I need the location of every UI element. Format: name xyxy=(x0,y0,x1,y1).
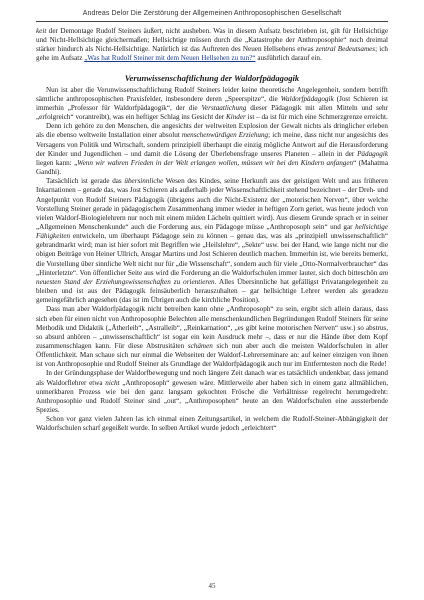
text-run: ; ich gehe im Aufsatz xyxy=(36,45,388,63)
paragraph-6 xyxy=(36,415,388,433)
section-title: Verunwissenschaftlichung der Waldorfpädagogik xyxy=(124,72,300,83)
emphasis: nicht xyxy=(105,378,120,387)
emphasis: hellsichtige Fähigkeiten xyxy=(36,222,388,241)
emphasis: Wenn wir wahren Frieden in der Welt erlangen wollen, müssen wir bei den Kindern anfangen xyxy=(77,158,354,167)
paragraph-3 xyxy=(36,177,388,305)
text-run: ; ich meine, dass nicht nur angesichts des Versagens von Politik und Wirtschaft, sondern prinzipiell überhaupt die einzig mögliche Antwort auf die Herausforderung der Kinder und Jugendlichen – und damit die Lösung der Überlebensfrage unseres Planeten – allein in der xyxy=(36,131,388,158)
text-run: Tatsächlich ist gerade das xyxy=(46,177,125,186)
emphasis: schämen xyxy=(187,342,213,350)
paragraph-intro xyxy=(36,27,388,64)
text-run: ausführlich darauf ein. xyxy=(255,54,322,63)
running-head: Andreas Delor Die Zerstörung der Allgemeinen Anthroposophischen Gesellschaft xyxy=(82,10,342,17)
text-run: der Demontage Rudolf Steiners äußert, nicht ausheben. Was in diesem Aufsatz beschrieben ist, gilt für Hellsichtige und Nicht-Hellsichtige gleichermaßen; Hellsichtige müssen durch die „Katastrophe der Anthroposophie“ noch dreimal stärker hindurch als Nicht-Hellsichtige. Natürlich ist das Auftreten des Neuen Hellsehens etwas xyxy=(36,27,388,54)
page-number: 45 xyxy=(208,582,216,590)
text-run: Wesen des Kindes, seine Herkunft aus der geistigen Welt und aus früheren Inkarnationen – gerade das, was Jost Schieren als außerhalb jeder Wissenschaftlichkeit stehend bezeichnet – der Dreh- und Angelpunkt von Rudolf Steiners Pädagogik (übrigens auch die Nicht-Existenz der „motorischen Nerven“, über welche Vorstellung Steiner gerade in pädagogischem Zusammenhang immer wieder in heftigen Zorn geriet, was heute jedoch von vielen Waldorf-Biologielehrern nur noch mit einem müden Lächeln quittiert wird). Aus diesem Grunde sprach er in seiner „Allgemeinen Menschenkunde“ auch die Forderung aus, ein Pädagoge müsse „Anthroposoph sein“ und gar xyxy=(36,177,389,231)
text-run: In der Gründungsphase der Waldorfbewegung und noch längere Zeit danach war es tatsächlich undenkbar, dass jemand als Waldorflehrer etwa xyxy=(36,369,388,387)
emphasis: am neuesten Stand der Erziehungswissenschaften zu orientieren xyxy=(36,268,388,286)
article-link[interactable]: „Was hat Rudolf Steiner mit dem Neuen Hellsehen zu tun?“ xyxy=(84,54,256,63)
text-run: sich nun aber auch die meisten Waldorfschulen in aller Öffentlichkeit. Man schaue sich nur einmal die Webseiten der Waldorf-Lehrerseminare an: auf keiner einzigen von ihnen ist von Anthroposophie und Rudolf Steiner als Grundlage der Waldorfpädagogik auch nur im Entferntesten noch die Rede! xyxy=(36,342,388,369)
text-run: „Anthroposoph“ gewesen wäre. Mittlerweile aber haben sich in einem ganz allmählichen, unmerkbaren Prozess wie bei den ganz langsam gekochten Frösche die Verhältnisse regelrecht herumgedreht: Anthroposophie und Rudolf Steiner sind „out“, „Anthroposophen“ heute an den Waldorfschulen eine aussterbende Spezies. xyxy=(36,378,388,415)
text-run: dieser Pädagogik mit allen Mitteln und sehr „erfolgreich“ vorantreibt), was ein heftiger Schlag ins Gesicht der xyxy=(36,103,388,122)
text-run: entwickeln, um überhaupt Pädagoge sein zu können – genau das, was als „prinzipiell unwissenschaftlich“ gebrandmarkt wird; man ist hier sofort mit Begriffen wie „Heilslehre“, „Sekte“ usw. bei der Hand, wie lange nicht nur die obigen Beiträge von Heiner Ullrich, Ansgar Martins und Jost Schieren deutlich machen. Immerhin ist, wie bereits bemerkt, die Vorstellung über sinnliche Welt nicht nur für „die Wissenschaft“, sondern auch für viele „Otto-Normalverbraucher“ das „Hinterletzte“. Von öffentlicher Seite aus wird die Forderung an die Waldorfschulen immer lauter, sich doch bitteschön xyxy=(36,232,388,277)
text-run: liegen kann: „ xyxy=(36,158,78,167)
emphasis: Pädagogik xyxy=(357,149,388,158)
text-run: Nun ist aber die Verunwissenschaftlichung Rudolf Steiners leider keine theoretische Angelegenheit, sondern betrifft sämtliche anthroposophischen Praxisfelder, insbesondere deren „Speerspitze“, die xyxy=(36,85,388,103)
text-run: (Jost Schieren ist immerhin „Professor für Waldorfpädagogik“, der die xyxy=(36,94,389,112)
emphasis: zentral Bedeutsames xyxy=(315,45,376,54)
text-run: Schon vor ganz vielen Jahren las ich einmal einen Zeitungsartikel, in welchem die Rudolf-Steiner-Abhängigkeit der Waldorfschulen scharf gegeißelt wurde. In selben Artikel wurde jedoch „erleichtert“ xyxy=(36,415,388,433)
emphasis: keit xyxy=(36,27,47,35)
emphasis: Waldorfpädagogik xyxy=(280,94,334,103)
text-run: . Alles Übersinnliche hat gefälligst Privatangelegenheit zu bleiben und ist aus der Pädagogik feinsäuberlich herauszuhalten – gar hellsichtige Lehrer werden als geradezu gemeingefährlich angesehen (das ist im Übrigen auch die kirchliche Position). xyxy=(36,277,388,305)
paragraph-5 xyxy=(36,369,388,415)
header-rule xyxy=(36,21,388,22)
body-text xyxy=(36,27,388,434)
paragraph-1 xyxy=(36,86,388,123)
paragraph-2 xyxy=(36,122,388,177)
emphasis: Kinder xyxy=(225,113,246,122)
text-run: Dass man aber Waldorfpädagogik nicht betreiben kann ohne „Anthroposoph“ zu sein, ergibt sich allein daraus, dass sich eben für einen nicht von Anthroposophie Belechten alle menschenkundlichen Begründungen Rudolf Steiners für seine Methodik und Didaktik („Ätherleib“, „Astralleib“, „Reinkarnation“, „es gibt keine motorischen Nerven“ usw.) so abstrus, so absurd anhören – „unwissenschaftlich“ ist sogar ein kein Ausdruck mehr –, dass er nur die Hände über dem Kopf zusammenschlagen kann. Für diese Abstrusitäten xyxy=(36,305,388,350)
text-run: Denn ich gehöre zu den Menschen, die angesichts der weltweiten Explosion der Gewalt nichts als dringlicher erleben als die ebenso weltweite Installation einer absolut xyxy=(36,122,388,140)
emphasis: menschenwürdigen Erziehung xyxy=(181,131,269,140)
text-run: ist – da ist für mich eine Schmerzgrenze erreicht. xyxy=(245,113,388,122)
paragraph-4 xyxy=(36,305,388,369)
emphasis: Verstaatlichung xyxy=(201,103,247,112)
emphasis: übersinnliche xyxy=(124,177,164,186)
text-run: “ (Mahatma Gandhi). xyxy=(36,158,388,177)
